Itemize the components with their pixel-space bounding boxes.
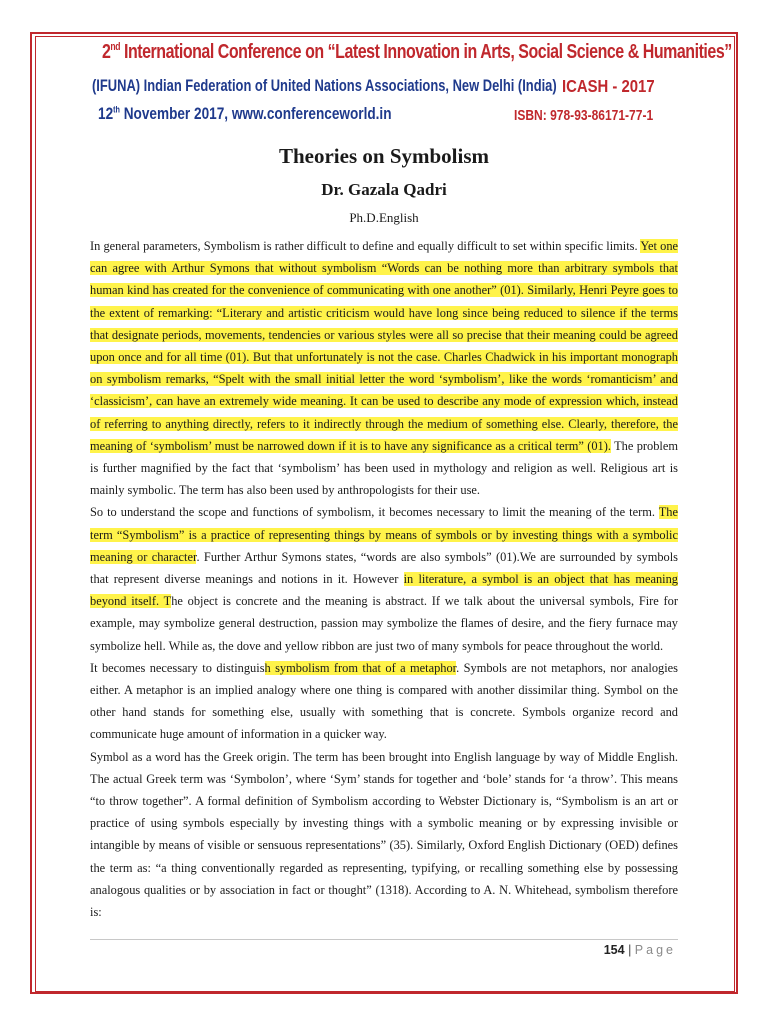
body-paragraph [90,501,678,656]
body-text-segment: . Symbols are not metaphors, nor analogies either. A metaphor is an implied analogy where one thing is compared with another dissimilar thing. Symbol on the other hand stands for something else, usually with something that is concrete. Symbols organize record and communicate huge amount of information in a quicker way. [90,660,678,742]
body-text-segment: . Further Arthur Symons states, “words are also symbols” (01).We are surrounded by symbols that represent diverse meanings and notions in it. However [90,549,679,587]
body-paragraph [90,657,678,746]
body-text-segment: So to understand the scope and functions of symbolism, it becomes necessary to limit the meaning of the term. [90,505,659,520]
body-text-segment: he object is concrete and the meaning is abstract. If we talk about the universal symbols, Fire for example, may symbolize general destruction, passion may symbolize the flames of desire, and the fiery furnace may symbolize hell. While as, the dove and yellow ribbon are just two of many symbols for peace throughout the world. [90,594,678,653]
body-text-segment: It becomes necessary to distinguis [90,660,265,675]
conference-ordinal-suffix: nd [110,41,120,54]
conference-code: ICASH - 2017 [562,76,655,96]
conference-name: International Conference on “Latest Innovation in Arts, Social Science & Humanities” [119,40,732,63]
footer-separator: | [628,943,632,957]
highlighted-text: Yet one can agree with Arthur Symons that without symbolism “Words can be nothing more than arbitrary symbols that human kind has created for the convenience of communicating with one another” (01). Similarly, Henri Peyre goes to the extent of remarking: “Literary and artistic criticism would have long since being reduced to silence if the terms that designate periods, movements, tendencies or various styles were all so precise that their meaning could be agreed upon once and for all time (01). But that unfortunately is not the case. Charles Chadwick in his important monograph on symbolism remarks, “Spelt with the small initial letter the word ‘symbolism’, like the words ‘romanticism’ and ‘classicism’, can have an extremely wide meaning. It can be used to describe any mode of expression which, instead of referring to anything directly, refers to it indirectly through the medium of something else. Clearly, therefore, the meaning of ‘symbolism’ must be narrowed down if it is to have any significance as a critical term” (01). [90,239,679,453]
conference-day-suffix: th [113,104,120,115]
page-label: Page [634,943,676,957]
body-paragraph [90,235,678,501]
organizer-line: (IFUNA) Indian Federation of United Nations Associations, New Delhi (India) [92,76,557,95]
highlighted-text: h symbolism from that of a metaphor [264,660,457,675]
body-text-segment: The problem is further magnified by the fact that ‘symbolism’ has been used in mythology and religion as well. Religious art is mainly symbolic. The term has also been used by anthropologists for their use. [90,438,678,498]
conference-title [102,40,732,64]
article-author: Dr. Gazala Qadri [321,180,447,199]
conference-ordinal: 2 [102,40,111,63]
page-number: 154 [603,943,625,957]
conference-date-website [98,104,392,124]
highlighted-text: The term “Symbolism” is a practice of representing things by means of symbols or by investing things with a symbolic meaning or character [90,505,678,564]
conference-day: 12 [98,104,114,123]
conference-date-rest: November 2017, www.conferenceworld.in [119,104,392,123]
author-affiliation: Ph.D.English [349,210,419,225]
footer-divider [90,939,678,940]
highlighted-text: in literature, a symbol is an object that has meaning beyond itself. T [90,572,678,609]
article-title: Theories on Symbolism [278,144,490,168]
article-body [90,235,678,923]
isbn: ISBN: 978-93-86171-77-1 [514,108,654,124]
body-text-segment: Symbol as a word has the Greek origin. The term has been brought into English language by way of Middle English. The actual Greek term was ‘Symbolon’, where ‘Sym’ stands for together and ‘bole’ stands for ‘a throw’. This means “to throw together”. A formal definition of Symbolism according to Webster Dictionary is, “Symbolism is an art or practice of using symbols especially by investing things with a symbolic meaning or by expressing invisible or intangible by means of visible or sensuous representations” (35). Similarly, Oxford English Dictionary (OED) defines the term as: “a thing conventionally regarded as representing, typifying, or recalling something else by possessing analogous qualities or by association in fact or thought” (1318). According to A. N. Whitehead, symbolism therefore is: [90,749,678,920]
page-footer [604,943,676,957]
body-paragraph [90,746,678,924]
body-text-segment: In general parameters, Symbolism is rather difficult to define and equally difficult to set within specific limits. [90,239,641,253]
